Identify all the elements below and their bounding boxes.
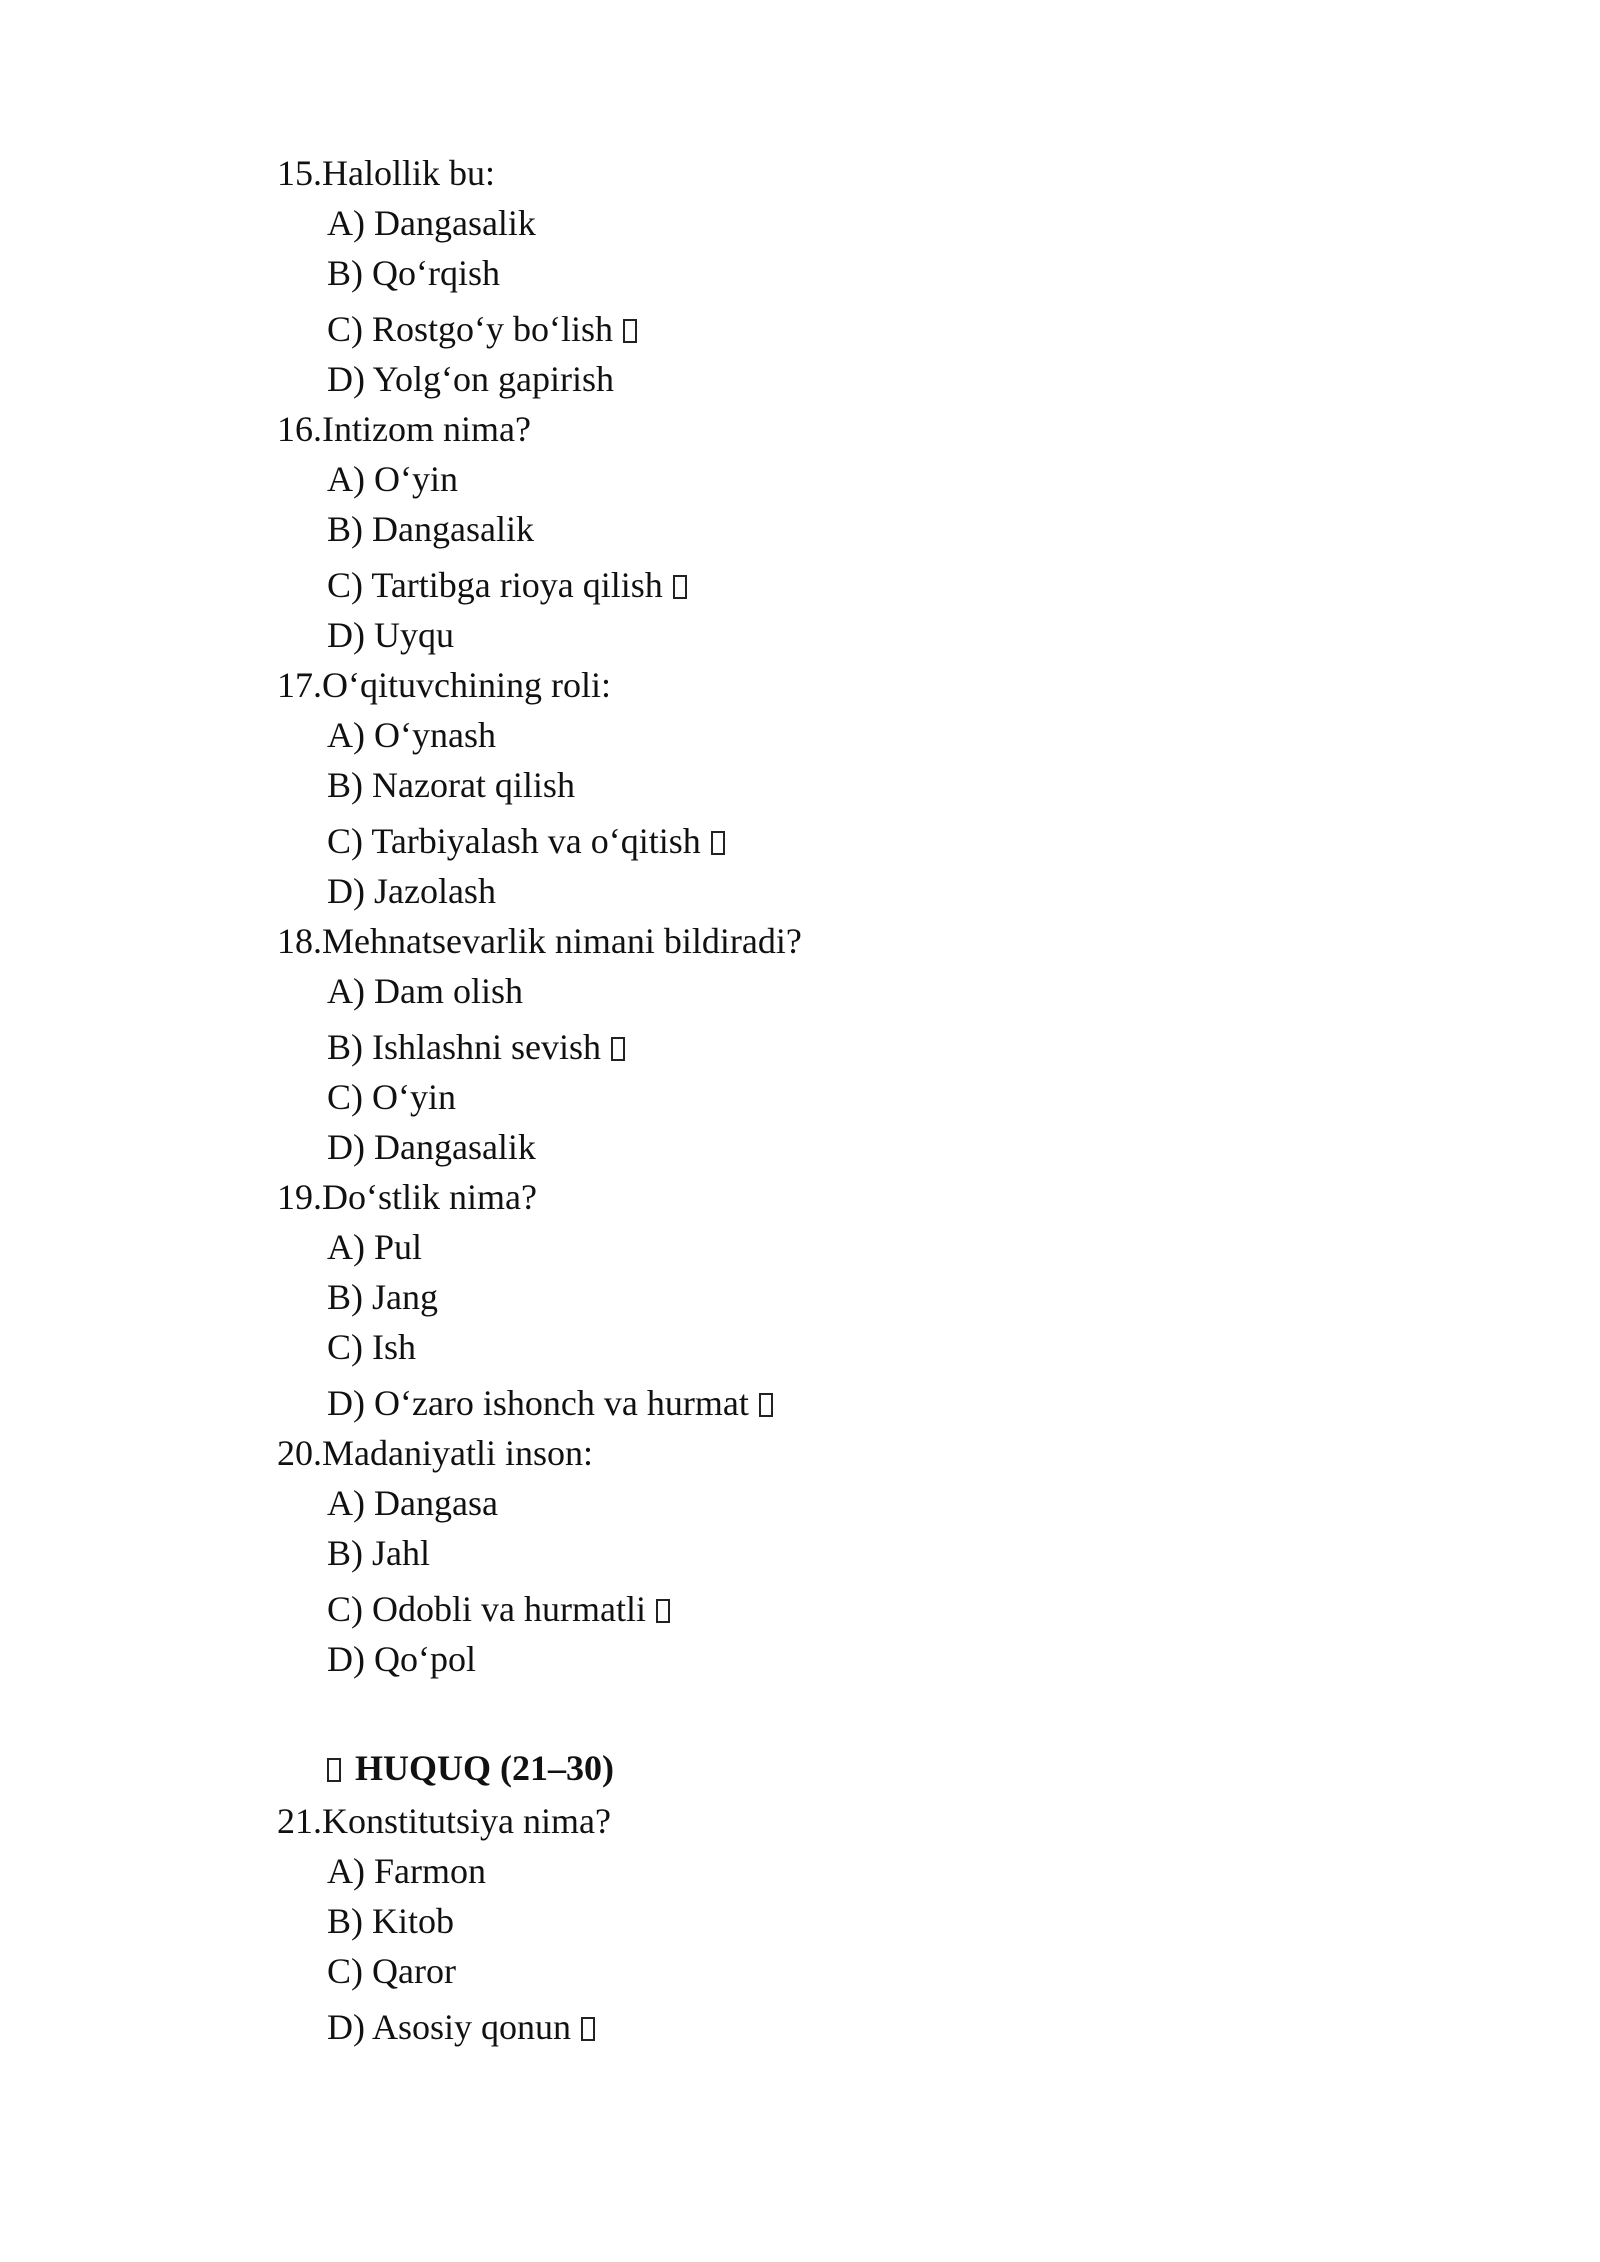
answer-option-text: B) Dangasalik	[327, 509, 534, 549]
answer-option-text: D) Yolg‘on gapirish	[327, 359, 615, 399]
answer-option-text: D) Jazolash	[327, 871, 496, 911]
answer-option-text: B) Nazorat qilish	[327, 765, 575, 805]
answer-option	[277, 1222, 1377, 1272]
answer-option-text: B) Jahl	[327, 1533, 430, 1573]
answer-option-text: A) Dam olish	[327, 971, 523, 1011]
question-block	[277, 1796, 1377, 2052]
question-block	[277, 1172, 1377, 1428]
question-title: 15.Halollik bu:	[277, 153, 495, 193]
answer-option-text: C) Odobli va hurmatli	[327, 1589, 646, 1629]
answer-option-text: A) Dangasa	[327, 1483, 498, 1523]
missing-glyph-icon	[623, 319, 637, 343]
answer-option-text: D) Uyqu	[327, 615, 454, 655]
question-title: 19.Do‘stlik nima?	[277, 1177, 537, 1217]
answer-option	[277, 1478, 1377, 1528]
answer-option	[277, 810, 1377, 866]
answer-option-text: C) O‘yin	[327, 1077, 456, 1117]
answer-option	[277, 1896, 1377, 1946]
question-block	[277, 404, 1377, 660]
answer-option-text: B) Kitob	[327, 1901, 455, 1941]
answer-option	[277, 1634, 1377, 1684]
question-block	[277, 1428, 1377, 1684]
answer-option	[277, 1122, 1377, 1172]
question-title: 17.O‘qituvchining roli:	[277, 665, 611, 705]
answer-option-text: A) O‘yin	[327, 459, 458, 499]
answer-option	[277, 454, 1377, 504]
answer-option	[277, 1272, 1377, 1322]
answer-option-text: A) Dangasalik	[327, 203, 536, 243]
answer-option	[277, 610, 1377, 660]
section-heading	[277, 1740, 1377, 1796]
answer-option	[277, 1016, 1377, 1072]
answer-option	[277, 1072, 1377, 1122]
answer-option-text: D) Qo‘pol	[327, 1639, 476, 1679]
answer-option-text: A) O‘ynash	[327, 715, 496, 755]
missing-glyph-icon	[581, 2017, 595, 2041]
answer-option	[277, 1322, 1377, 1372]
document-content	[277, 148, 1377, 2052]
question-title: 20.Madaniyatli inson:	[277, 1433, 593, 1473]
answer-option-text: A) Pul	[327, 1227, 423, 1267]
question-block	[277, 148, 1377, 404]
answer-option-text: A) Farmon	[327, 1851, 486, 1891]
answer-option	[277, 1528, 1377, 1578]
missing-glyph-icon	[656, 1599, 670, 1623]
answer-option-text: C) Tartibga rioya qilish	[327, 565, 663, 605]
answer-option	[277, 710, 1377, 760]
question-block	[277, 916, 1377, 1172]
answer-option-text: D) O‘zaro ishonch va hurmat	[327, 1383, 749, 1423]
missing-glyph-icon	[711, 831, 725, 855]
answer-option	[277, 966, 1377, 1016]
question-list-b	[277, 1796, 1377, 2052]
missing-glyph-icon	[611, 1037, 625, 1061]
answer-option-text: B) Ishlashni sevish	[327, 1027, 601, 1067]
missing-glyph-icon	[759, 1393, 773, 1417]
answer-option	[277, 198, 1377, 248]
answer-option	[277, 1578, 1377, 1634]
answer-option-text: D) Asosiy qonun	[327, 2007, 572, 2047]
answer-option	[277, 1372, 1377, 1428]
answer-option	[277, 1996, 1377, 2052]
answer-option	[277, 298, 1377, 354]
question-block	[277, 660, 1377, 916]
answer-option	[277, 760, 1377, 810]
missing-glyph-icon	[327, 1758, 341, 1782]
question-title: 16.Intizom nima?	[277, 409, 531, 449]
answer-option-text: C) Qaror	[327, 1951, 456, 1991]
section-spacer	[277, 1684, 1377, 1740]
answer-option	[277, 1946, 1377, 1996]
answer-option-text: C) Ish	[327, 1327, 416, 1367]
answer-option-text: D) Dangasalik	[327, 1127, 536, 1167]
answer-option	[277, 354, 1377, 404]
answer-option-text: B) Jang	[327, 1277, 438, 1317]
answer-option	[277, 248, 1377, 298]
answer-option	[277, 554, 1377, 610]
answer-option-text: C) Tarbiyalash va o‘qitish	[327, 821, 701, 861]
missing-glyph-icon	[673, 575, 687, 599]
question-title: 21.Konstitutsiya nima?	[277, 1801, 611, 1841]
question-list-a	[277, 148, 1377, 1684]
question-title: 18.Mehnatsevarlik nimani bildiradi?	[277, 921, 802, 961]
answer-option	[277, 504, 1377, 554]
answer-option-text: B) Qo‘rqish	[327, 253, 500, 293]
answer-option	[277, 866, 1377, 916]
section-heading-text: HUQUQ (21–30)	[355, 1748, 614, 1788]
answer-option-text: C) Rostgo‘y bo‘lish	[327, 309, 614, 349]
answer-option	[277, 1846, 1377, 1896]
